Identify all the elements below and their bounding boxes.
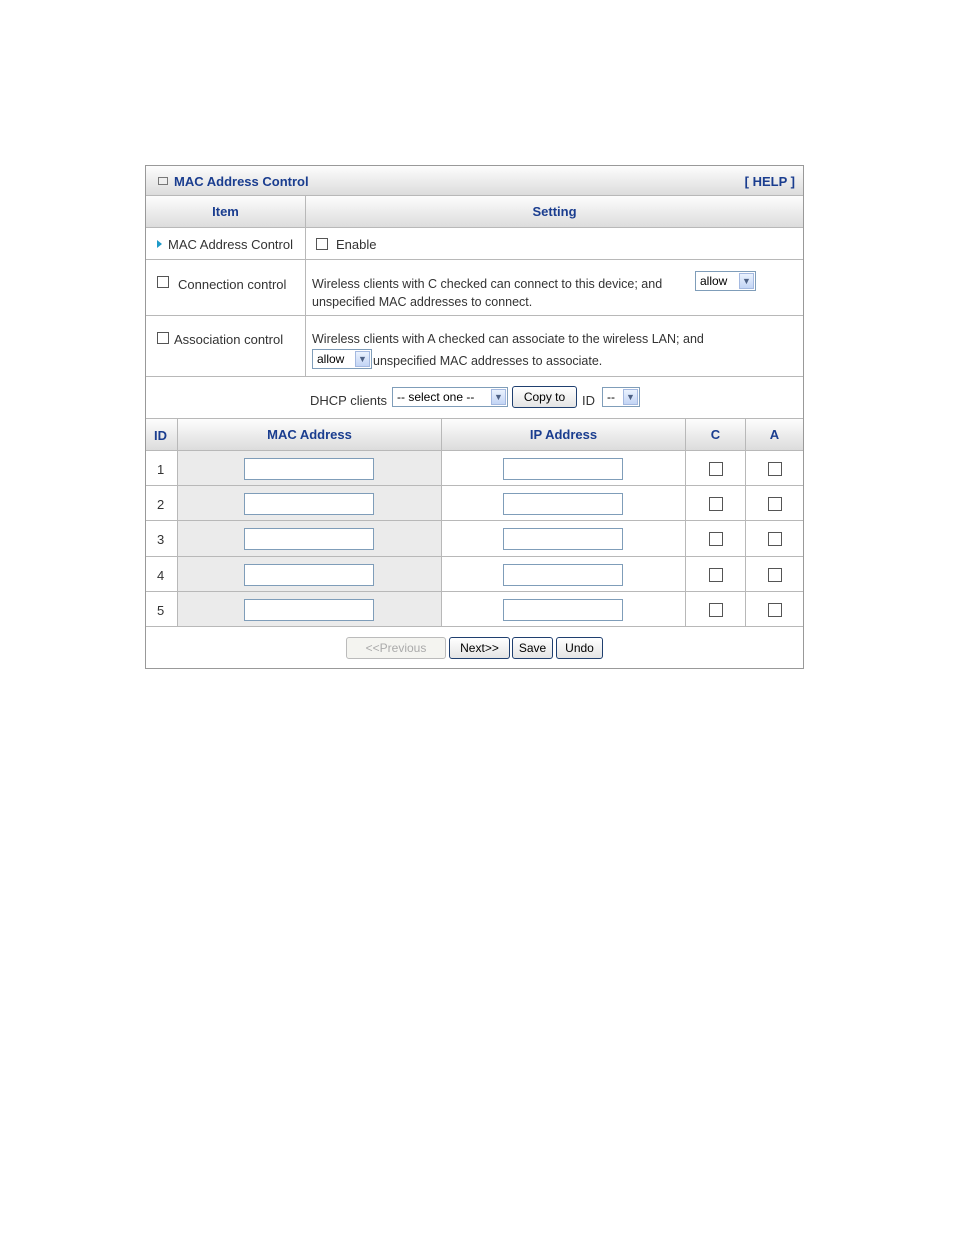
chevron-down-icon: ▼ bbox=[739, 273, 754, 289]
id-header-cell bbox=[146, 419, 178, 450]
ip-address-input[interactable] bbox=[503, 564, 623, 586]
a-cell bbox=[746, 451, 803, 485]
ip-column-header: IP Address bbox=[529, 427, 598, 442]
dhcp-clients-label: DHCP clients bbox=[310, 393, 388, 408]
c-column-header: C bbox=[710, 427, 721, 442]
mac-table-header bbox=[146, 419, 803, 451]
association-control-label: Association control bbox=[174, 332, 284, 347]
a-cell bbox=[746, 592, 803, 626]
mac-cell bbox=[178, 486, 442, 520]
table-row bbox=[146, 486, 803, 521]
mac-control-label: MAC Address Control bbox=[168, 237, 293, 252]
item-header: Item bbox=[212, 204, 239, 219]
association-text-before: Wireless clients with A checked can associate to the wireless LAN; and bbox=[312, 332, 704, 346]
row-id: 5 bbox=[157, 603, 165, 618]
connect-checkbox[interactable] bbox=[709, 532, 723, 546]
c-cell bbox=[686, 557, 746, 591]
id-cell bbox=[146, 521, 178, 556]
associate-checkbox[interactable] bbox=[768, 497, 782, 511]
association-control-item-cell bbox=[146, 316, 306, 376]
c-cell bbox=[686, 592, 746, 626]
settings-header bbox=[146, 196, 803, 228]
ip-header-cell bbox=[442, 419, 686, 450]
connection-control-item-cell bbox=[146, 260, 306, 315]
mac-address-input[interactable] bbox=[244, 458, 374, 480]
association-control-setting-cell bbox=[306, 316, 803, 376]
connection-control-row bbox=[146, 260, 803, 316]
ip-address-input[interactable] bbox=[503, 458, 623, 480]
ip-address-input[interactable] bbox=[503, 528, 623, 550]
connect-checkbox[interactable] bbox=[709, 462, 723, 476]
associate-checkbox[interactable] bbox=[768, 603, 782, 617]
mac-control-setting-cell bbox=[306, 228, 803, 259]
a-cell bbox=[746, 557, 803, 591]
triangle-right-icon bbox=[157, 240, 162, 248]
mac-column-header: MAC Address bbox=[267, 427, 352, 442]
copy-target-id-value: -- bbox=[607, 390, 615, 404]
row-id: 1 bbox=[157, 462, 165, 477]
row-id: 2 bbox=[157, 497, 165, 512]
association-control-checkbox[interactable] bbox=[157, 332, 169, 344]
chevron-down-icon: ▼ bbox=[355, 351, 370, 367]
row-id: 3 bbox=[157, 532, 165, 547]
mac-control-enable-checkbox[interactable] bbox=[316, 238, 328, 250]
connection-control-label: Connection control bbox=[178, 277, 287, 292]
table-row bbox=[146, 451, 803, 486]
c-header-cell bbox=[686, 419, 746, 450]
mac-cell bbox=[178, 592, 442, 626]
chevron-down-icon: ▼ bbox=[491, 389, 506, 405]
mac-cell bbox=[178, 521, 442, 556]
associate-checkbox[interactable] bbox=[768, 462, 782, 476]
mac-address-input[interactable] bbox=[244, 599, 374, 621]
undo-button[interactable]: Undo bbox=[556, 637, 603, 659]
chevron-down-icon: ▼ bbox=[623, 389, 638, 405]
id-cell bbox=[146, 486, 178, 520]
mac-control-row bbox=[146, 228, 803, 260]
connection-text-after: unspecified MAC addresses to connect. bbox=[312, 295, 533, 309]
id-cell bbox=[146, 557, 178, 591]
ip-cell bbox=[442, 557, 686, 591]
associate-checkbox[interactable] bbox=[768, 532, 782, 546]
row-id: 4 bbox=[157, 568, 165, 583]
action-buttons-row bbox=[146, 627, 803, 668]
connection-policy-value: allow bbox=[700, 274, 728, 288]
c-cell bbox=[686, 521, 746, 556]
help-link[interactable]: [ HELP ] bbox=[744, 174, 795, 189]
connection-control-setting-cell bbox=[306, 260, 803, 315]
association-text-after: unspecified MAC addresses to associate. bbox=[373, 354, 603, 368]
mac-address-input[interactable] bbox=[244, 528, 374, 550]
copy-to-button[interactable]: Copy to bbox=[512, 386, 577, 408]
association-policy-select[interactable] bbox=[312, 349, 372, 369]
c-cell bbox=[686, 486, 746, 520]
connect-checkbox[interactable] bbox=[709, 568, 723, 582]
setting-header: Setting bbox=[532, 204, 577, 219]
ip-cell bbox=[442, 521, 686, 556]
table-row bbox=[146, 557, 803, 592]
square-bullet-icon bbox=[158, 177, 168, 185]
connection-policy-select[interactable] bbox=[695, 271, 756, 291]
ip-cell bbox=[442, 486, 686, 520]
id-column-header: ID bbox=[154, 428, 167, 443]
enable-label: Enable bbox=[336, 237, 377, 252]
setting-header-cell bbox=[306, 196, 803, 227]
mac-address-input[interactable] bbox=[244, 493, 374, 515]
ip-address-input[interactable] bbox=[503, 493, 623, 515]
id-cell bbox=[146, 592, 178, 626]
table-row bbox=[146, 521, 803, 557]
connection-control-checkbox[interactable] bbox=[157, 276, 169, 288]
mac-header-cell bbox=[178, 419, 442, 450]
id-label: ID bbox=[582, 393, 595, 408]
mac-cell bbox=[178, 557, 442, 591]
next-button[interactable]: Next>> bbox=[449, 637, 510, 659]
item-header-cell bbox=[146, 196, 306, 227]
a-cell bbox=[746, 486, 803, 520]
connection-text-before: Wireless clients with C checked can connect to this device; and bbox=[312, 277, 663, 291]
mac-cell bbox=[178, 451, 442, 485]
id-cell bbox=[146, 451, 178, 485]
dhcp-row bbox=[146, 377, 803, 419]
dhcp-clients-value: -- select one -- bbox=[397, 390, 475, 404]
associate-checkbox[interactable] bbox=[768, 568, 782, 582]
mac-control-item-cell bbox=[146, 228, 306, 259]
connect-checkbox[interactable] bbox=[709, 603, 723, 617]
connect-checkbox[interactable] bbox=[709, 497, 723, 511]
panel-title: MAC Address Control bbox=[174, 174, 309, 189]
dhcp-clients-select[interactable] bbox=[392, 387, 508, 407]
ip-cell bbox=[442, 592, 686, 626]
association-policy-value: allow bbox=[317, 352, 345, 366]
a-column-header: A bbox=[769, 427, 780, 442]
c-cell bbox=[686, 451, 746, 485]
copy-target-id-select[interactable] bbox=[602, 387, 640, 407]
association-control-row bbox=[146, 316, 803, 377]
ip-address-input[interactable] bbox=[503, 599, 623, 621]
table-row bbox=[146, 592, 803, 627]
save-button[interactable]: Save bbox=[512, 637, 553, 659]
mac-address-input[interactable] bbox=[244, 564, 374, 586]
title-bar bbox=[146, 166, 803, 196]
a-cell bbox=[746, 521, 803, 556]
a-header-cell bbox=[746, 419, 803, 450]
mac-address-control-panel bbox=[145, 165, 804, 669]
previous-button[interactable]: <<Previous bbox=[346, 637, 446, 659]
ip-cell bbox=[442, 451, 686, 485]
